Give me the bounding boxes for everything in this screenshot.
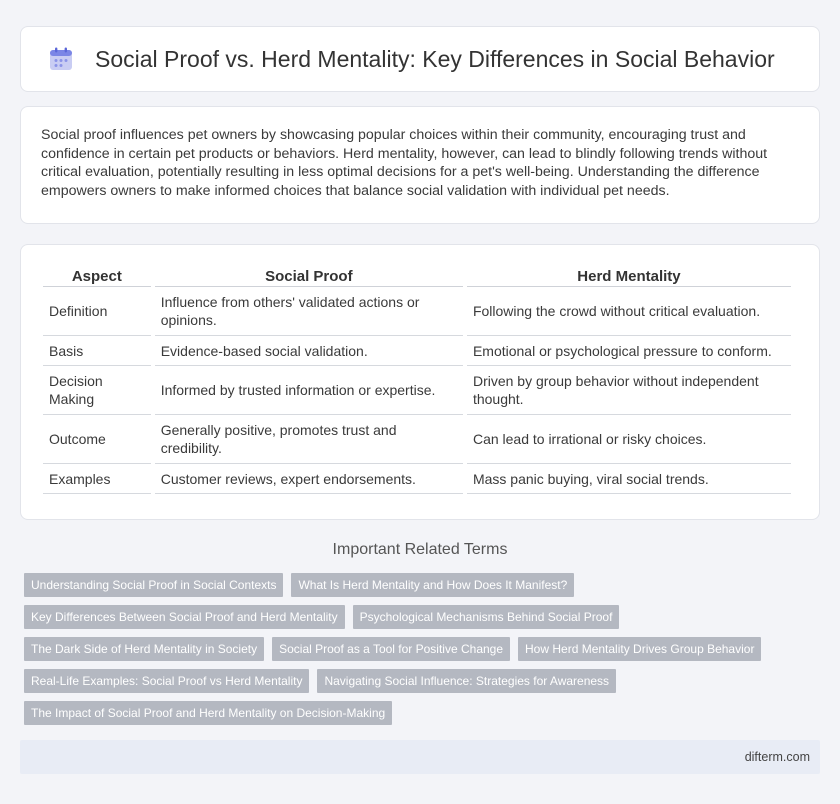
table-cell: Definition xyxy=(43,287,151,336)
column-header-social-proof: Social Proof xyxy=(155,267,463,287)
comparison-table xyxy=(39,267,795,494)
table-cell: Generally positive, promotes trust and credibility. xyxy=(155,415,463,464)
table-cell: Influence from others' validated actions or opinions. xyxy=(155,287,463,336)
table-cell: Customer reviews, expert endorsements. xyxy=(155,464,463,494)
intro-card xyxy=(20,106,820,224)
table-row xyxy=(43,366,791,415)
related-term-link[interactable]: Psychological Mechanisms Behind Social Proof xyxy=(353,605,620,629)
table-cell: Emotional or psychological pressure to conform. xyxy=(467,336,791,366)
table-cell: Examples xyxy=(43,464,151,494)
calendar-icon xyxy=(47,45,75,73)
table-row xyxy=(43,415,791,464)
table-row xyxy=(43,287,791,336)
footer xyxy=(20,740,820,774)
table-cell: Informed by trusted information or expertise. xyxy=(155,366,463,415)
table-cell: Following the crowd without critical evaluation. xyxy=(467,287,791,336)
related-term-link[interactable]: Key Differences Between Social Proof and Herd Mentality xyxy=(24,605,345,629)
page-title: Social Proof vs. Herd Mentality: Key Differences in Social Behavior xyxy=(95,45,775,72)
column-header-herd-mentality: Herd Mentality xyxy=(467,267,791,287)
table-cell: Decision Making xyxy=(43,366,151,415)
related-term-link[interactable]: How Herd Mentality Drives Group Behavior xyxy=(518,637,761,661)
related-term-link[interactable]: Understanding Social Proof in Social Contexts xyxy=(24,573,283,597)
table-row xyxy=(43,336,791,366)
related-terms-title: Important Related Terms xyxy=(332,541,508,558)
related-term-link[interactable]: Navigating Social Influence: Strategies for Awareness xyxy=(317,669,616,693)
column-header-aspect: Aspect xyxy=(43,267,151,287)
related-term-link[interactable]: The Dark Side of Herd Mentality in Society xyxy=(24,637,264,661)
table-row xyxy=(43,464,791,494)
table-cell: Basis xyxy=(43,336,151,366)
page-header xyxy=(20,26,820,92)
related-term-link[interactable]: Social Proof as a Tool for Positive Change xyxy=(272,637,510,661)
related-term-link[interactable]: Real-Life Examples: Social Proof vs Herd Mentality xyxy=(24,669,309,693)
table-cell: Outcome xyxy=(43,415,151,464)
related-term-link[interactable]: What Is Herd Mentality and How Does It Manifest? xyxy=(291,573,574,597)
table-cell: Driven by group behavior without independent thought. xyxy=(467,366,791,415)
table-cell: Mass panic buying, viral social trends. xyxy=(467,464,791,494)
table-cell: Evidence-based social validation. xyxy=(155,336,463,366)
related-term-link[interactable]: The Impact of Social Proof and Herd Mentality on Decision-Making xyxy=(24,701,392,725)
intro-text: Social proof influences pet owners by showcasing popular choices within their community, encouraging trust and confidence in certain pet products or behaviors. Herd mentality, however, can lead to blindly following trends without critical evaluation, potentially resulting in less optimal decisions for a pet's well-being. Understanding the difference empowers owners to make informed choices that balance social validation with individual pet needs. xyxy=(41,127,768,199)
comparison-card xyxy=(20,244,820,520)
footer-site-link[interactable]: difterm.com xyxy=(744,750,810,764)
table-header-row xyxy=(43,267,791,287)
table-cell: Can lead to irrational or risky choices. xyxy=(467,415,791,464)
related-terms-list xyxy=(24,573,824,733)
